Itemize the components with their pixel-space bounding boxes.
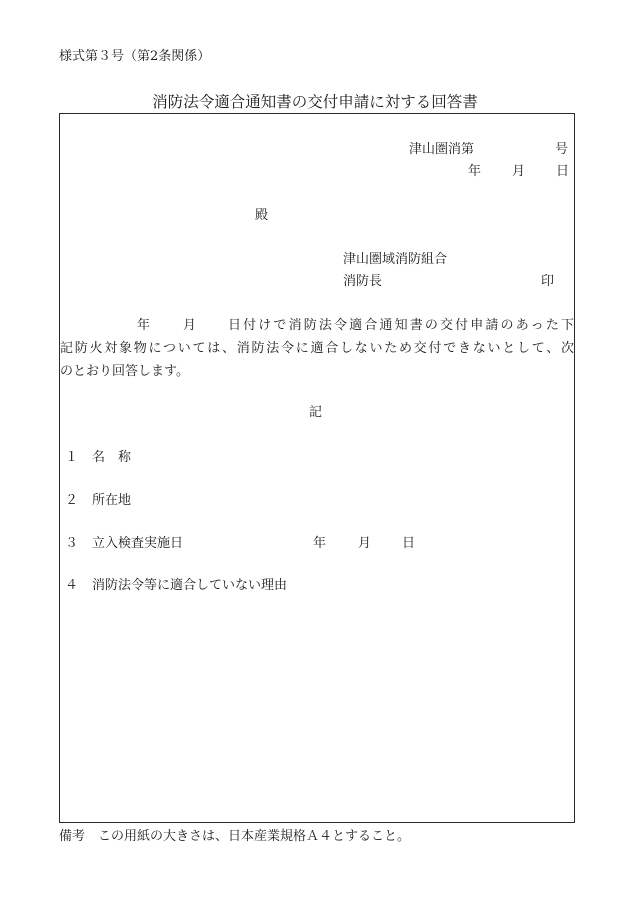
item-1-number: １ [65,450,79,465]
item-3-date-month: 月 [358,536,372,551]
document-number-prefix: 津山圏消第 [409,142,475,157]
item-3-label: 立入検査実施日 [92,536,184,551]
item-3-number: ３ [65,536,79,551]
item-4-label: 消防法令等に適合していない理由 [92,578,288,593]
issuer-title: 消防長 [343,274,383,289]
document-number-suffix: 号 [555,142,569,157]
body-date-year: 年 [137,318,151,333]
date-day: 日 [556,164,570,179]
item-2-number: ２ [65,493,79,508]
seal-mark: 印 [541,274,555,289]
ki-marker: 記 [309,405,323,420]
body-line-3: のとおり回答します。 [60,364,189,379]
form-frame [59,113,575,823]
addressee-honorific: 殿 [255,208,269,223]
item-3-date-day: 日 [402,536,416,551]
body-date-month: 月 [183,318,197,333]
issuer-organization: 津山圏域消防組合 [343,252,448,267]
date-year: 年 [468,164,482,179]
footer-note: 備考 この用紙の大きさは、日本産業規格Ａ４とすること。 [59,829,411,844]
body-line-1: 日付けで消防法令適合通知書の交付申請のあった下 [228,318,574,333]
form-number: 様式第３号（第2条関係） [59,49,211,64]
document-title: 消防法令適合通知書の交付申請に対する回答書 [152,93,478,111]
item-1-label: 名 称 [92,450,132,465]
date-month: 月 [512,164,526,179]
item-3-date-year: 年 [313,536,327,551]
item-2-label: 所在地 [92,493,132,508]
body-line-2: 記防火対象物については、消防法令に適合しないため交付できないとして、次 [60,341,574,356]
item-4-number: ４ [65,578,79,593]
